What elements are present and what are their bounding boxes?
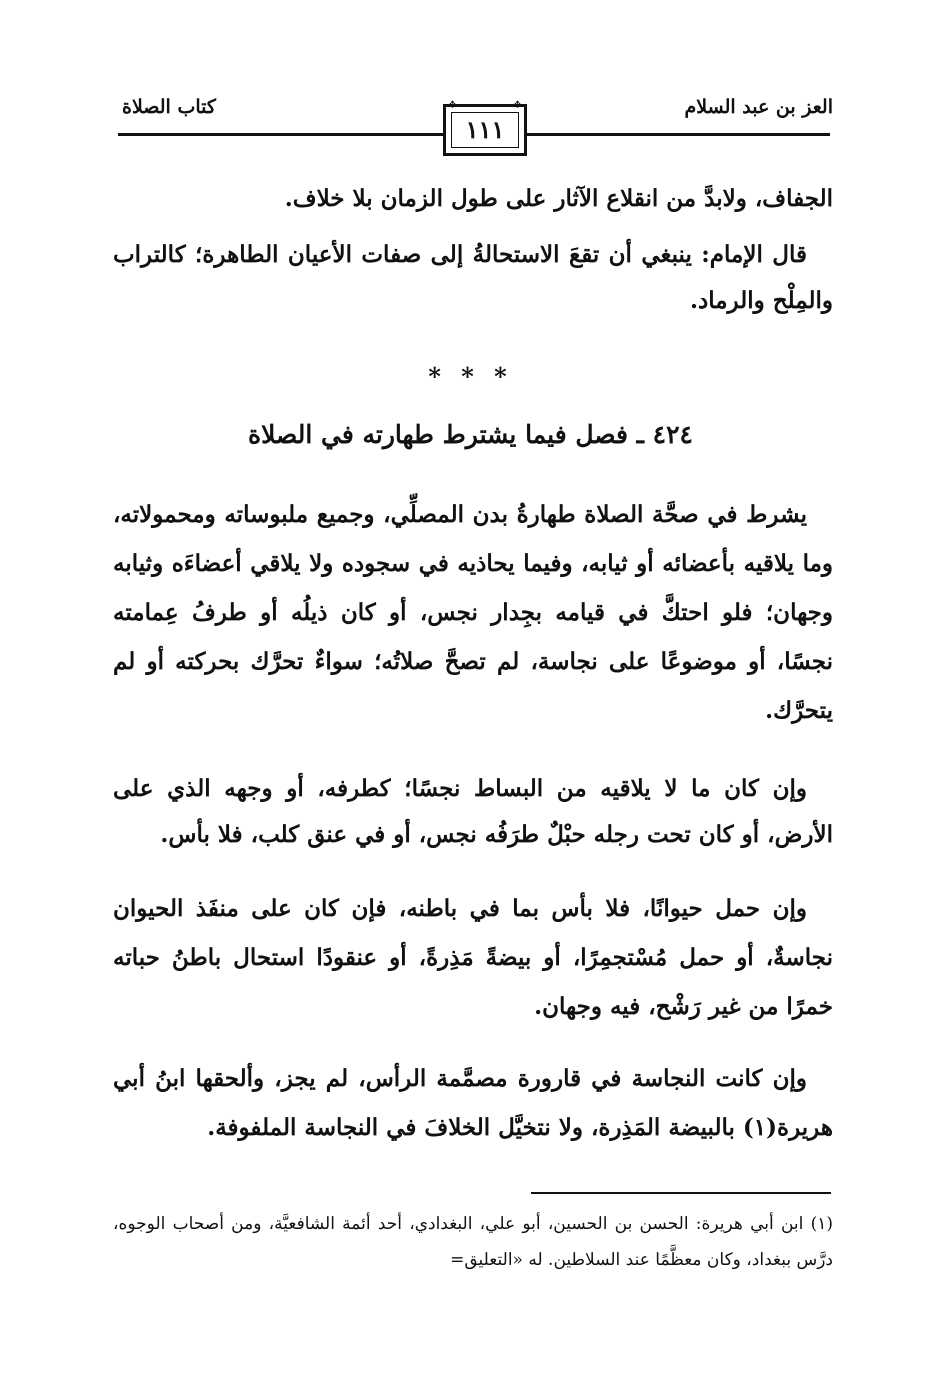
header-author: العز بن عبد السلام <box>684 96 833 118</box>
footnote-rule <box>531 1192 831 1194</box>
paragraph-conditions: يشرط في صحَّة الصلاة طهارةُ بدن المصلِّي، وجميع ملبوساته ومحمولاته، وما يلاقيه بأعضائه أو ثيابه، وفيما يحاذيه في سجوده ولا يلاقي أعضاءَه وثيابه وجهان؛ فلو احتكَّ في قيامه بجِدار نجس، أو كان ذيلُه أو طرفُ عِمامته نجسًا، أو موضوعًا على نجاسة، لم تصحَّ صلاتُه؛ سواءٌ تحرَّك بحركته أو لم يتحرَّك. <box>113 501 833 724</box>
footnote: (١) ابن أبي هريرة: الحسن بن الحسين، أبو علي، البغدادي، أحد أئمة الشافعيَّة، ومن أصحاب الوجوه، درَّس ببغداد، وكان معظَّمًا عند السلاطين. له «التعليق= <box>113 1214 833 1270</box>
paragraph-carpet: وإن كان ما لا يلاقيه من البساط نجسًا؛ كطرفه، أو وجهه الذي على الأرض، أو كان تحت رجله حبْلٌ طرَفُه نجس، أو في عنق كلب، فلا بأس. <box>113 775 833 848</box>
page-number-frame <box>443 100 527 156</box>
paragraph-animal: وإن حمل حيوانًا، فلا بأس بما في باطنه، فإن كان على منفَذ الحيوان نجاسةٌ، أو حمل مُسْتجمِرًا، أو بيضةً مَذِرةً، أو عنقودًا استحال باطنُ حباته خمرًا من غير رَشْح، فيه وجهان. <box>113 895 833 1020</box>
header-book-section: كتاب الصلاة <box>122 96 216 118</box>
paragraph-continuation: الجفاف، ولابدَّ من انقلاع الآثار على طول الزمان بلا خلاف. <box>284 185 833 212</box>
paragraph-imam-statement: قال الإمام: ينبغي أن تقعَ الاستحالةُ إلى صفات الأعيان الطاهرة؛ كالتراب والمِلْح والرماد. <box>113 241 833 314</box>
section-heading: ٤٢٤ ـ فصل فيما يشترط طهارته في الصلاة <box>248 420 693 449</box>
frame-ornament-left-icon: ❖ <box>448 100 457 111</box>
paragraph-flask: وإن كانت النجاسة في قارورة مصمَّمة الرأس، لم يجز، وألحقها ابنُ أبي هريرة(١) بالبيضة المَذِرة، ولا نتخيَّل الخلافَ في النجاسة الملفوفة. <box>113 1065 833 1141</box>
frame-ornament-right-icon: ❖ <box>513 100 522 111</box>
section-separator: * * * <box>428 362 513 391</box>
page-number: ١١١ <box>465 115 505 144</box>
